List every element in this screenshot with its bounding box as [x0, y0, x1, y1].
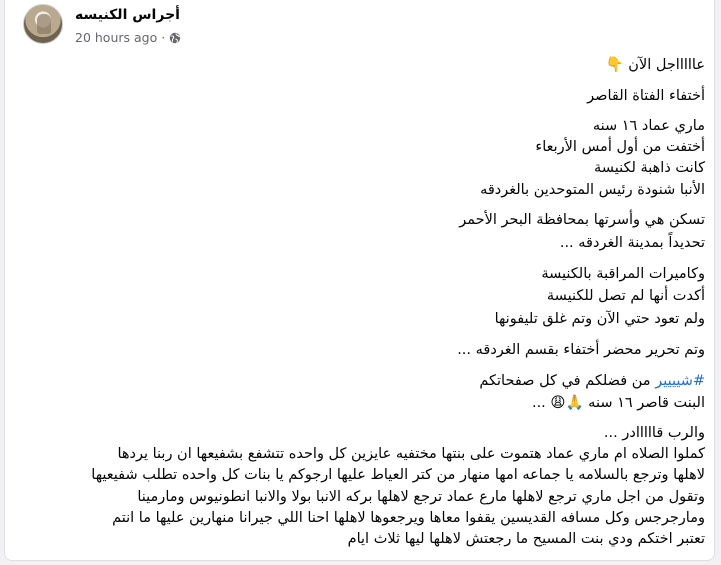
post-card: [4, 0, 715, 561]
post-text-line: [15, 339, 705, 361]
post-text-line: [15, 232, 705, 254]
post-text: الأنبا شنودة رئيس المتوحدين بالغردقه: [480, 181, 705, 198]
post-text: ولم تعود حتي الآن وتم غلق تليفونها: [494, 310, 705, 327]
post-text-line: [15, 487, 705, 508]
post-text: عاااااجل الآن 👇: [605, 57, 705, 73]
post-paragraph: [15, 116, 705, 201]
post-text: أختفت من أول أمس الأربعاء: [535, 139, 705, 156]
post-text-line: [15, 85, 705, 107]
page-name[interactable]: أجراس الكنيسه: [75, 7, 180, 23]
post-text: كانت ذاهبة لكنيسة: [594, 160, 705, 177]
post-text: ومارجرجس وكل مسافه القديسين يقفوا معاها ويرجعوها لاهلها احنا اللي جيرانا منهارين عليها ما انتم: [112, 509, 705, 526]
post-text-line: [15, 54, 705, 76]
post-text: لاهلها وترجع بالسلامه يا جماعه امها منهار من كتر العياط عليها ارجوكم يا بنات كل واحده تطلب شفيعيها: [91, 467, 705, 484]
post-text: أختفاء الفتاة القاصر: [587, 88, 705, 104]
post-paragraph: [15, 263, 705, 330]
globe-icon[interactable]: [169, 32, 181, 44]
post-paragraph: [15, 339, 705, 361]
post-text-line: [15, 529, 705, 550]
post-meta: [75, 30, 181, 45]
post-text-line: [15, 116, 705, 137]
hashtag-link[interactable]: #شيييير: [655, 372, 705, 389]
post-text: من فضلكم في كل صفحاتكم: [479, 372, 656, 389]
post-text-line: [15, 465, 705, 486]
post-body: [15, 54, 705, 559]
post-text-line: [15, 137, 705, 158]
post-text-line: [15, 285, 705, 307]
post-paragraph: [15, 370, 705, 415]
meta-separator: ·: [161, 30, 166, 45]
post-paragraph: [15, 423, 705, 550]
post-text: والرب قااااادر ...: [603, 425, 705, 442]
post-text-line: [15, 508, 705, 529]
post-paragraph: [15, 209, 705, 254]
post-text: أكدت أنها لم تصل للكنيسة: [546, 288, 705, 305]
post-text: وتم تحرير محضر أختفاء بقسم الغردقه ...: [457, 341, 705, 358]
post-text-line: [15, 263, 705, 285]
post-text-line: [15, 180, 705, 201]
post-header: [23, 4, 423, 46]
post-paragraph: [15, 54, 705, 76]
post-paragraph: [15, 85, 705, 107]
post-text: ماري عماد ١٦ سنه: [592, 118, 705, 134]
post-text: تحديداً بمدينة الغردقه ...: [559, 234, 705, 251]
post-timestamp[interactable]: 20 hours ago: [75, 30, 158, 45]
post-text: تعتبر اختكم ودي بنت المسيح ما رجعتش لاهلها ليها ثلاث ايام: [347, 531, 705, 548]
post-text: وتقول من اجل ماري ترجع لاهلها مارع عماد ترجع لاهلها بركه الانبا بولا والانبا انطونيوس ومارمينا: [137, 488, 705, 505]
post-text-line: [15, 444, 705, 465]
post-text-line: [15, 392, 705, 414]
post-text: وكاميرات المراقبة بالكنيسة: [541, 265, 705, 282]
post-text-line: [15, 370, 705, 392]
post-text: البنت قاصر ١٦ سنه 🙏😩 ...: [531, 395, 705, 412]
post-text-line: [15, 209, 705, 231]
post-text-line: [15, 308, 705, 330]
post-text-line: [15, 423, 705, 444]
page-avatar[interactable]: [23, 4, 63, 44]
post-text-line: [15, 158, 705, 179]
post-text: تسكن هي وأسرتها بمحافظة البحر الأحمر: [459, 212, 705, 229]
post-text: كملوا الصلاه ام ماري عماد هتموت على بنتها مختفيه عايزين كل واحده تتشفع بشفيعها ان ربنا يردها: [117, 446, 705, 463]
